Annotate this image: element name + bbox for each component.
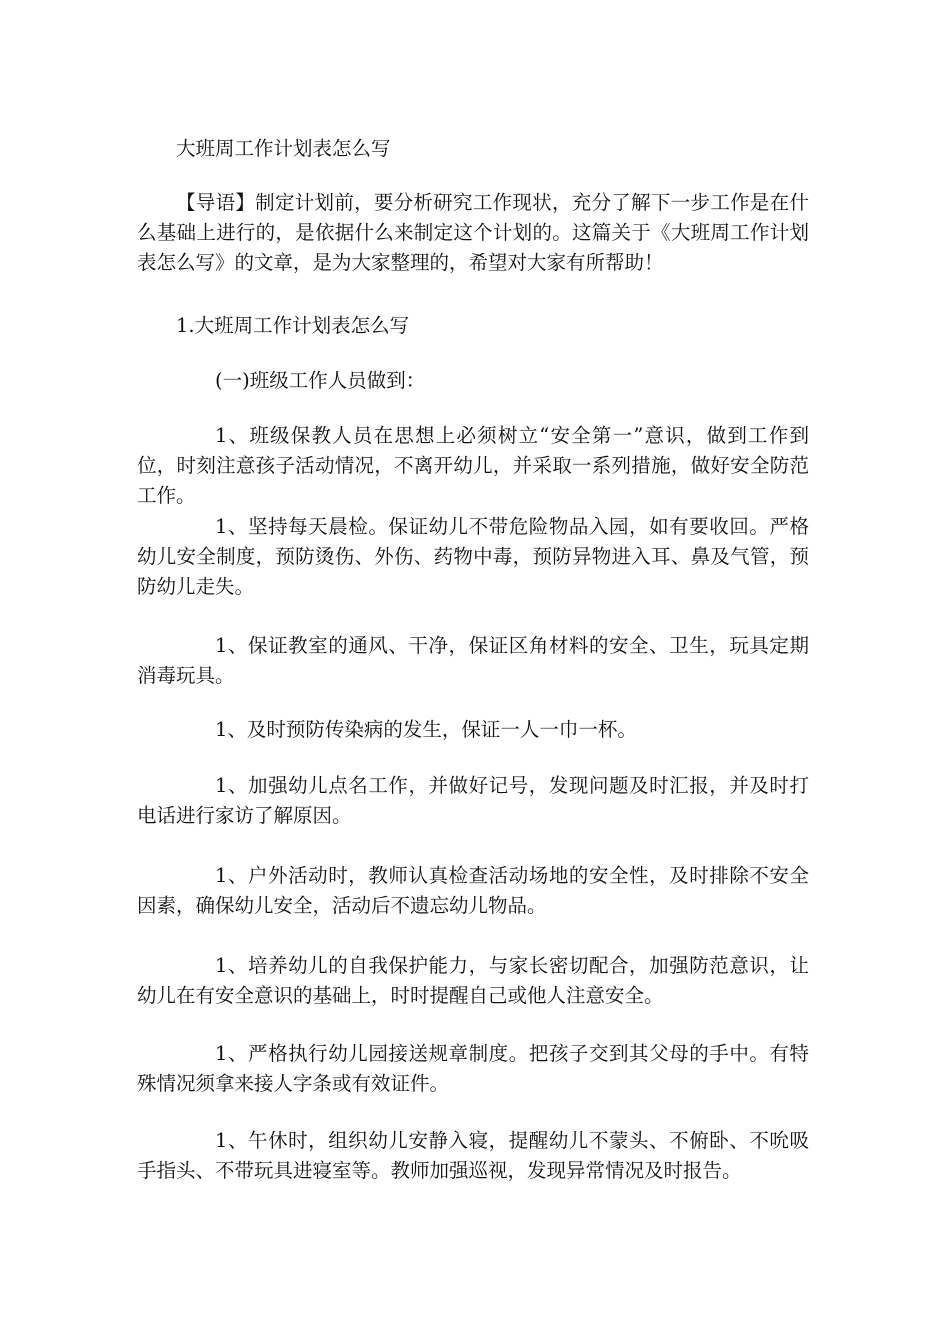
list-item: 1、户外活动时，教师认真检查活动场地的安全性，及时排除不安全因素，确保幼儿安全，活动后不遗忘幼儿物品。 (137, 864, 809, 917)
intro-paragraph: 【导语】制定计划前，要分析研究工作现状，充分了解下一步工作是在什么基础上进行的，是依据什么来制定这个计划的。这篇关于《大班周工作计划表怎么写》的文章，是为大家整理的，希望对大家有所帮助！ (137, 191, 809, 274)
list-item: 1、培养幼儿的自我保护能力，与家长密切配合，加强防范意识，让幼儿在有安全意识的基础上，时时提醒自己或他人注意安全。 (137, 954, 809, 1007)
list-item: 1、加强幼儿点名工作，并做好记号，发现问题及时汇报，并及时打电话进行家访了解原因。 (137, 774, 809, 827)
document-title: 大班周工作计划表怎么写 (176, 137, 391, 160)
list-item: 1、坚持每天晨检。保证幼儿不带危险物品入园，如有要收回。严格幼儿安全制度，预防烫伤、外伤、药物中毒，预防异物进入耳、鼻及气管，预防幼儿走失。 (137, 515, 809, 598)
list-item: 1、班级保教人员在思想上必须树立“安全第一”意识，做到工作到位，时刻注意孩子活动情况，不离开幼儿，并采取一系列措施，做好安全防范工作。 (137, 424, 809, 507)
list-item: 1、及时预防传染病的发生，保证一人一巾一杯。 (215, 718, 637, 741)
list-item: 1、保证教室的通风、干净，保证区角材料的安全、卫生，玩具定期消毒玩具。 (137, 634, 809, 687)
subsection-heading: (一)班级工作人员做到： (215, 369, 426, 392)
section-heading: 1.大班周工作计划表怎么写 (176, 314, 410, 337)
list-item: 1、严格执行幼儿园接送规章制度。把孩子交到其父母的手中。有特殊情况须拿来接人字条或有效证件。 (137, 1042, 809, 1095)
list-item: 1、午休时，组织幼儿安静入寝，提醒幼儿不蒙头、不俯卧、不吮吸手指头、不带玩具进寝室等。教师加强巡视，发现异常情况及时报告。 (137, 1129, 809, 1182)
